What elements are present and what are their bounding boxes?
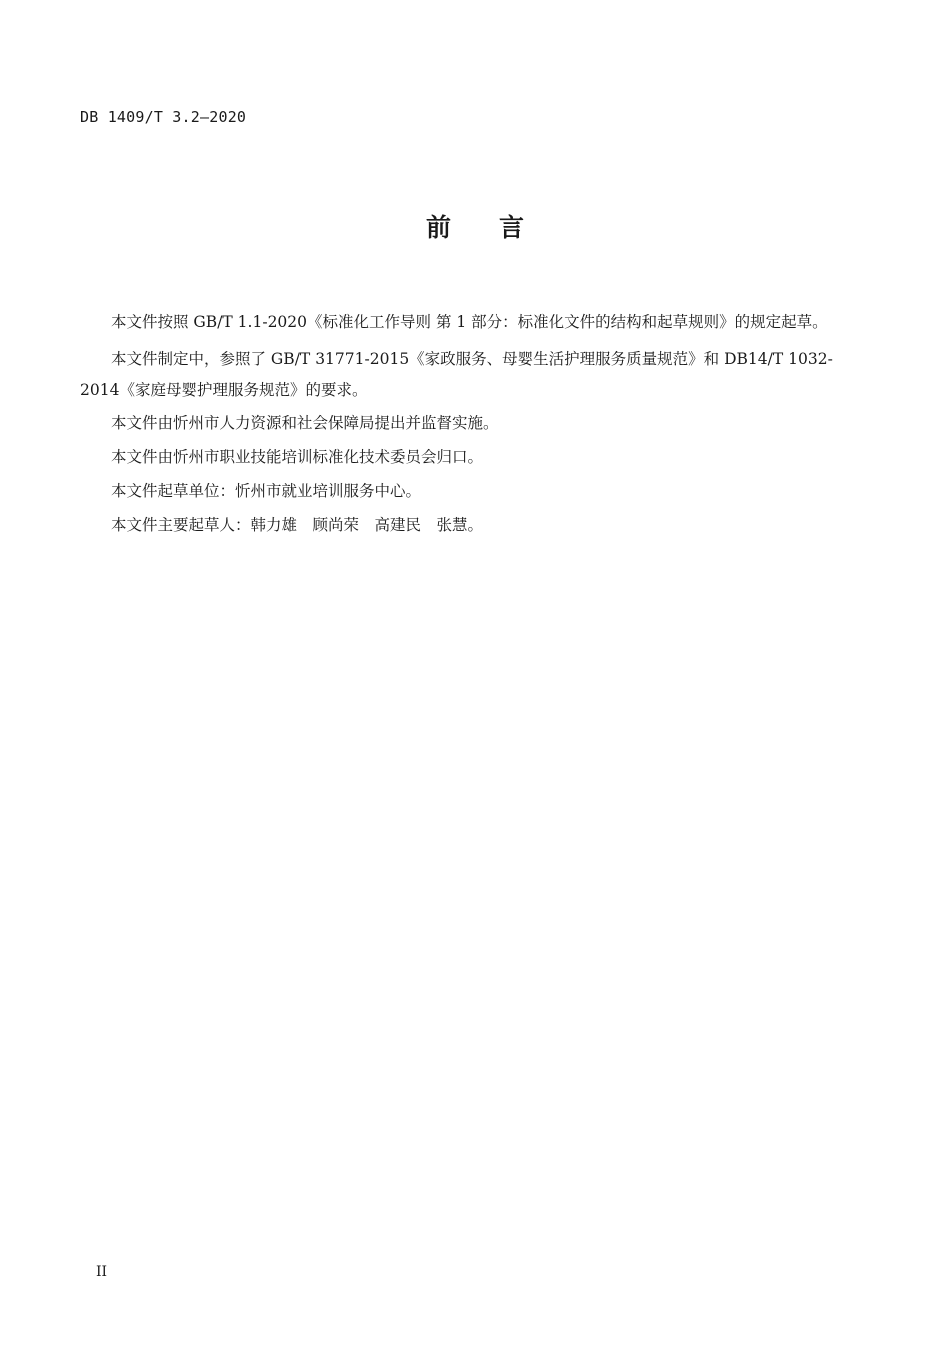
paragraph-references: 本文件制定中，参照了 GB/T 31771-2015《家政服务、母婴生活护理服务质量规范》和 DB14/T 1032-2014《家庭母婴护理服务规范》的要求。 [80, 350, 833, 399]
page-number: II [96, 1264, 108, 1280]
document-code: DB 1409/T 3.2—2020 [80, 108, 247, 126]
paragraph-committee: 本文件由忻州市职业技能培训标准化技术委员会归口。 [111, 448, 484, 466]
paragraph-drafting-unit: 本文件起草单位：忻州市就业培训服务中心。 [111, 482, 422, 500]
paragraph-drafting-basis: 本文件按照 GB/T 1.1-2020《标准化工作导则 第 1 部分：标准化文件的结构和起草规则》的规定起草。 [111, 313, 828, 331]
paragraph-proposer: 本文件由忻州市人力资源和社会保障局提出并监督实施。 [111, 414, 499, 432]
paragraph-drafters: 本文件主要起草人：韩力雄 顾尚荣 高建民 张慧。 [111, 516, 484, 534]
page-title: 前言 [425, 213, 572, 242]
foreword-body [80, 303, 850, 542]
